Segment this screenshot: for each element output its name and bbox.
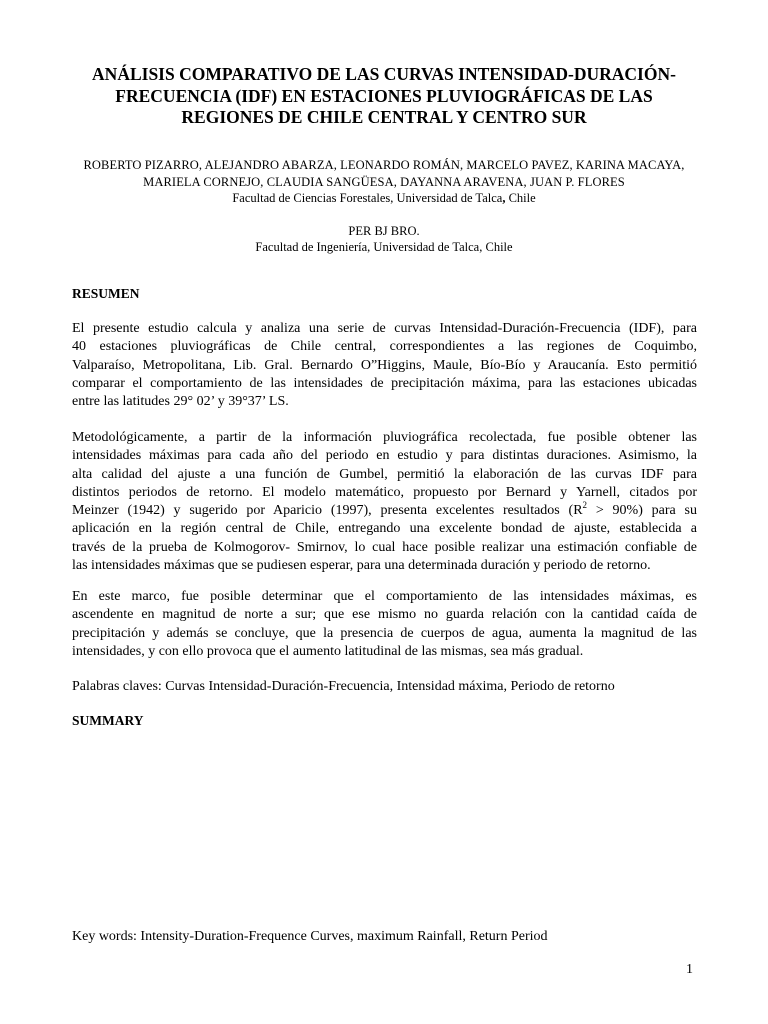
- page-number: 1: [686, 962, 693, 977]
- text-line: intensidades, y con ello provoca que el aumento latitudinal de las mismas, sea más gradual.: [72, 643, 584, 659]
- spacer: [40, 207, 728, 223]
- text-line: entre las latitudes 29° 02’ y 39°37’ LS.: [72, 394, 289, 410]
- keywords-es: Palabras claves: Curvas Intensidad-Duración-Frecuencia, Intensidad máxima, Periodo de retorno: [72, 679, 615, 694]
- author-names-line: MARIELA CORNEJO, CLAUDIA SANGÜESA, DAYANNA ARAVENA, JUAN P. FLORES: [143, 174, 625, 189]
- title-line: FRECUENCIA (IDF) EN ESTACIONES PLUVIOGRÁFICAS DE LAS: [115, 85, 653, 106]
- text-line: Valparaíso, Metropolitana, Lib. Gral. Bernardo O”Higgins, Maule, Bío-Bío y Araucanía. Esto permitió: [72, 357, 697, 373]
- abstract-paragraph: [72, 588, 697, 661]
- text-line: Meinzer (1942) y sugerido por Aparicio (1997), presenta excelentes resultados $(R^2 > 90\%)$ para su: [72, 500, 697, 519]
- keywords-en: Key words: Intensity-Duration-Frequence Curves, maximum Rainfall, Return Period: [72, 929, 548, 944]
- affiliation: Facultad de Ingeniería, Universidad de Talca, Chile: [255, 240, 513, 254]
- text-line: precipitación y además se concluye, que la presencia de cuerpos de agua, aumenta la magnitud de las: [72, 625, 697, 641]
- text-line: El presente estudio calcula y analiza una serie de curvas Intensidad-Duración-Frecuencia (IDF), para: [72, 321, 697, 336]
- author-names-line: ROBERTO PIZARRO, ALEJANDRO ABARZA, LEONARDO ROMÁN, MARCELO PAVEZ, KARINA MACAYA,: [83, 158, 685, 172]
- paper-title: [60, 64, 708, 129]
- text-line: distintos periodos de retorno. El modelo matemático, propuesto por Bernard y Yarnell, citados por: [72, 484, 697, 500]
- text-line: ascendente en magnitud de norte a sur; que ese mismo no guarda relación con la cantidad caída de: [72, 607, 697, 623]
- abstract-paragraph: [72, 320, 697, 411]
- abstract-paragraph: [72, 429, 697, 575]
- text-line: aplicación en la región central de Chile, entregando una excelente bondad de ajuste, establecida a: [72, 521, 697, 537]
- text-line: intensidades máximas para cada año del periodo en estudio y para distintas duraciones. Asimismo, la: [72, 448, 697, 464]
- second-author: PER BJ BRO.: [348, 223, 420, 238]
- text-line: través de la prueba de Kolmogorov- Smirnov, lo cual hace posible realizar una estimación confiable de: [72, 539, 697, 555]
- text-line: alta calidad del ajuste a una función de Gumbel, permitió la elaboración de las curvas IDF para: [72, 466, 697, 482]
- text-line: En este marco, fue posible determinar que el comportamiento de las intensidades máximas, es: [72, 589, 697, 604]
- text-line: 40 estaciones pluviográficas de Chile central, correspondientes a las regiones de Coquimbo,: [72, 339, 697, 355]
- text-line: Metodológicamente, a partir de la información pluviográfica recolectada, fue posible obtener las: [72, 430, 697, 445]
- section-heading-summary: SUMMARY: [72, 713, 144, 728]
- section-heading-resumen: RESUMEN: [72, 286, 140, 301]
- superscript: 2: [582, 500, 588, 511]
- title-line: REGIONES DE CHILE CENTRAL Y CENTRO SUR: [181, 107, 587, 127]
- affiliation: Facultad de Ciencias Forestales, Universidad de Talca, Chile: [232, 191, 536, 205]
- title-line: ANÁLISIS COMPARATIVO DE LAS CURVAS INTENSIDAD-DURACIÓN-: [92, 64, 676, 84]
- text-line: las intensidades máximas que se pudiesen esperar, para una determinada duración y periodo de retorno.: [72, 558, 651, 574]
- text-line: comparar el comportamiento de las intensidades de precipitación máxima, para las estaciones ubicadas: [72, 375, 697, 391]
- author-block: [40, 157, 728, 256]
